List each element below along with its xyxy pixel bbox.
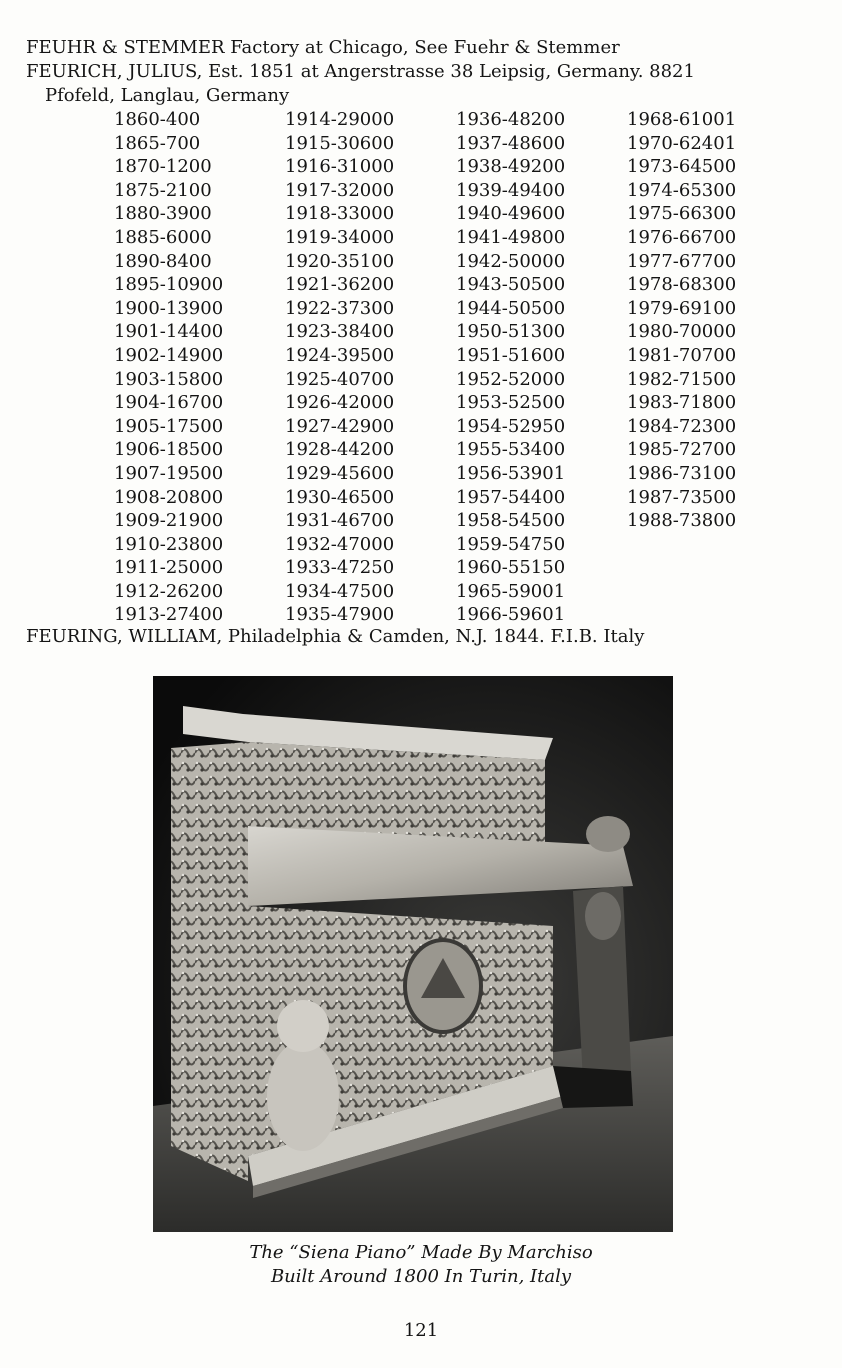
serial-entry: 1932-47000 xyxy=(285,533,395,555)
serial-entry: 1985-72700 xyxy=(627,439,737,461)
serial-entry: 1901-14400 xyxy=(114,321,224,343)
serial-entry: 1930-46500 xyxy=(285,486,395,508)
serial-entry: 1921-36200 xyxy=(285,274,395,296)
serial-entry: 1940-49600 xyxy=(456,203,566,225)
serial-entry: 1938-49200 xyxy=(456,156,566,178)
serial-entry: 1939-49400 xyxy=(456,179,566,201)
serial-entry: 1943-50500 xyxy=(456,274,566,296)
serial-entry: 1935-47900 xyxy=(285,604,395,626)
serial-entry: 1987-73500 xyxy=(627,486,737,508)
serial-entry: 1959-54750 xyxy=(456,533,566,555)
page-number: 121 xyxy=(403,1320,439,1341)
serial-column-3 xyxy=(456,108,565,627)
entry-feuhr-stemmer: FEUHR & STEMMER Factory at Chicago, See Fuehr & Stemmer xyxy=(26,37,620,58)
serial-entry: 1925-40700 xyxy=(285,368,395,390)
serial-entry: 1905-17500 xyxy=(114,415,224,437)
serial-entry: 1956-53901 xyxy=(456,462,566,484)
serial-entry: 1908-20800 xyxy=(114,486,224,508)
serial-entry: 1900-13900 xyxy=(114,297,224,319)
serial-entry: 1903-15800 xyxy=(114,368,224,390)
serial-entry: 1915-30600 xyxy=(285,132,395,154)
serial-entry: 1909-21900 xyxy=(114,510,224,532)
serial-entry: 1931-46700 xyxy=(285,510,395,532)
serial-entry: 1906-18500 xyxy=(114,439,224,461)
serial-entry: 1895-10900 xyxy=(114,274,224,296)
serial-entry: 1880-3900 xyxy=(114,203,212,225)
photo-caption-line-2: Built Around 1800 In Turin, Italy xyxy=(270,1266,572,1287)
serial-entry: 1944-50500 xyxy=(456,297,566,319)
serial-entry: 1875-2100 xyxy=(114,179,212,201)
serial-entry: 1983-71800 xyxy=(627,392,737,414)
serial-entry: 1912-26200 xyxy=(114,580,224,602)
serial-entry: 1907-19500 xyxy=(114,462,224,484)
serial-entry: 1920-35100 xyxy=(285,250,395,272)
entry-feuring: FEURING, WILLIAM, Philadelphia & Camden, N.J. 1844. F.I.B. Italy xyxy=(26,626,645,647)
serial-entry: 1960-55150 xyxy=(456,557,566,579)
serial-entry: 1973-64500 xyxy=(627,156,737,178)
serial-entry: 1980-70000 xyxy=(627,321,737,343)
serial-entry: 1910-23800 xyxy=(114,533,224,555)
serial-column-4 xyxy=(627,108,736,533)
serial-entry: 1885-6000 xyxy=(114,226,212,248)
serial-entry: 1965-59001 xyxy=(456,580,566,602)
serial-entry: 1929-45600 xyxy=(285,462,395,484)
serial-entry: 1937-48600 xyxy=(456,132,566,154)
serial-entry: 1927-42900 xyxy=(285,415,395,437)
serial-column-2 xyxy=(285,108,394,627)
serial-entry: 1951-51600 xyxy=(456,344,566,366)
serial-entry: 1970-62401 xyxy=(627,132,737,154)
serial-entry: 1981-70700 xyxy=(627,344,737,366)
serial-entry: 1911-25000 xyxy=(114,557,224,579)
serial-entry: 1979-69100 xyxy=(627,297,737,319)
serial-entry: 1974-65300 xyxy=(627,179,737,201)
serial-entry: 1966-59601 xyxy=(456,604,566,626)
serial-entry: 1923-38400 xyxy=(285,321,395,343)
serial-entry: 1977-67700 xyxy=(627,250,737,272)
serial-entry: 1902-14900 xyxy=(114,344,224,366)
serial-entry: 1941-49800 xyxy=(456,226,566,248)
serial-entry: 1870-1200 xyxy=(114,156,212,178)
serial-entry: 1917-32000 xyxy=(285,179,395,201)
serial-entry: 1922-37300 xyxy=(285,297,395,319)
serial-entry: 1953-52500 xyxy=(456,392,566,414)
serial-entry: 1918-33000 xyxy=(285,203,395,225)
serial-entry: 1954-52950 xyxy=(456,415,566,437)
serial-entry: 1968-61001 xyxy=(627,109,737,130)
serial-entry: 1982-71500 xyxy=(627,368,737,390)
serial-entry: 1936-48200 xyxy=(456,109,566,130)
serial-entry: 1986-73100 xyxy=(627,462,737,484)
serial-entry: 1928-44200 xyxy=(285,439,395,461)
siena-piano-photo xyxy=(153,676,673,1232)
entry-feurich-line-2: Pfofeld, Langlau, Germany xyxy=(45,85,290,106)
serial-entry: 1978-68300 xyxy=(627,274,737,296)
serial-entry: 1919-34000 xyxy=(285,226,395,248)
serial-entry: 1916-31000 xyxy=(285,156,395,178)
serial-entry: 1942-50000 xyxy=(456,250,566,272)
serial-entry: 1914-29000 xyxy=(285,109,395,130)
photo-caption-line-1: The “Siena Piano” Made By Marchiso xyxy=(249,1242,593,1263)
serial-entry: 1934-47500 xyxy=(285,580,395,602)
serial-entry: 1957-54400 xyxy=(456,486,566,508)
serial-entry: 1890-8400 xyxy=(114,250,212,272)
serial-entry: 1860-400 xyxy=(114,109,201,130)
serial-entry: 1926-42000 xyxy=(285,392,395,414)
serial-entry: 1924-39500 xyxy=(285,344,395,366)
serial-entry: 1975-66300 xyxy=(627,203,737,225)
serial-column-1 xyxy=(114,108,223,627)
serial-entry: 1984-72300 xyxy=(627,415,737,437)
serial-entry: 1950-51300 xyxy=(456,321,566,343)
serial-entry: 1976-66700 xyxy=(627,226,737,248)
serial-entry: 1913-27400 xyxy=(114,604,224,626)
serial-entry: 1933-47250 xyxy=(285,557,395,579)
serial-entry: 1958-54500 xyxy=(456,510,566,532)
serial-entry: 1955-53400 xyxy=(456,439,566,461)
serial-entry: 1865-700 xyxy=(114,132,201,154)
entry-feurich-line-1: FEURICH, JULIUS, Est. 1851 at Angerstrasse 38 Leipsig, Germany. 8821 xyxy=(26,61,695,82)
serial-entry: 1988-73800 xyxy=(627,510,737,532)
serial-entry: 1904-16700 xyxy=(114,392,224,414)
serial-entry: 1952-52000 xyxy=(456,368,566,390)
